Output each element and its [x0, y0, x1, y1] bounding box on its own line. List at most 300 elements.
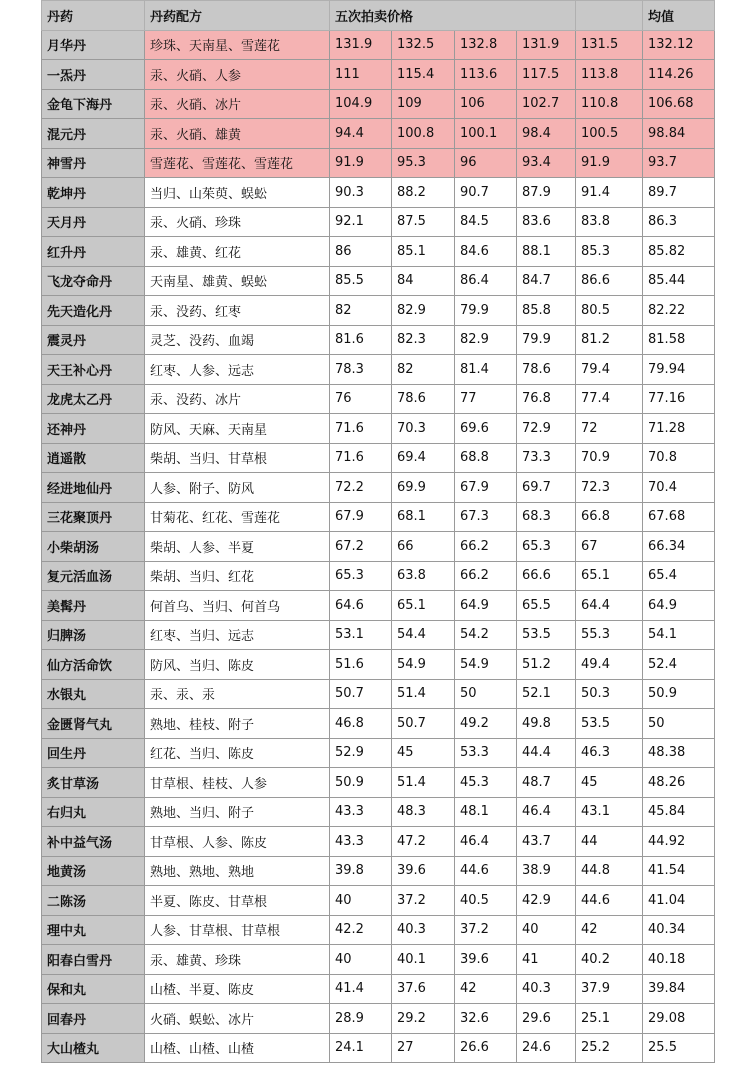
price-cell: 131.9	[330, 30, 392, 60]
table-row	[42, 30, 715, 60]
table-row	[42, 178, 715, 208]
price-cell: 44.8	[576, 856, 643, 886]
average-cell: 85.44	[643, 266, 715, 296]
recipe-cell: 山楂、半夏、陈皮	[145, 974, 330, 1004]
recipe-cell: 柴胡、人参、半夏	[145, 532, 330, 562]
table-row	[42, 886, 715, 916]
price-cell: 88.1	[517, 237, 576, 267]
price-cell: 113.8	[576, 60, 643, 90]
price-cell: 76	[330, 384, 392, 414]
pill-name-cell: 逍遥散	[42, 443, 145, 473]
price-cell: 85.1	[392, 237, 455, 267]
table-row	[42, 89, 715, 119]
table-row	[42, 443, 715, 473]
price-cell: 87.5	[392, 207, 455, 237]
price-cell: 84.6	[455, 237, 517, 267]
average-cell: 25.5	[643, 1033, 715, 1063]
pill-name-cell: 美髯丹	[42, 591, 145, 621]
table-row	[42, 384, 715, 414]
price-cell: 44.4	[517, 738, 576, 768]
price-cell: 132.8	[455, 30, 517, 60]
average-cell: 93.7	[643, 148, 715, 178]
price-cell: 50	[455, 679, 517, 709]
price-cell: 85.5	[330, 266, 392, 296]
price-cell: 82.3	[392, 325, 455, 355]
recipe-cell: 当归、山茱萸、蜈蚣	[145, 178, 330, 208]
price-cell: 117.5	[517, 60, 576, 90]
price-cell: 69.9	[392, 473, 455, 503]
price-cell: 100.8	[392, 119, 455, 149]
table-row	[42, 679, 715, 709]
recipe-cell: 珍珠、天南星、雪莲花	[145, 30, 330, 60]
table-row	[42, 502, 715, 532]
price-cell: 49.4	[576, 650, 643, 680]
recipe-cell: 人参、甘草根、甘草根	[145, 915, 330, 945]
pill-name-cell: 炙甘草汤	[42, 768, 145, 798]
average-cell: 44.92	[643, 827, 715, 857]
recipe-cell: 天南星、雄黄、蜈蚣	[145, 266, 330, 296]
recipe-cell: 柴胡、当归、红花	[145, 561, 330, 591]
price-cell: 86	[330, 237, 392, 267]
price-cell: 81.2	[576, 325, 643, 355]
price-cell: 100.5	[576, 119, 643, 149]
pill-name-cell: 龙虎太乙丹	[42, 384, 145, 414]
table-row	[42, 915, 715, 945]
price-cell: 109	[392, 89, 455, 119]
price-cell: 81.6	[330, 325, 392, 355]
recipe-cell: 柴胡、当归、甘草根	[145, 443, 330, 473]
pill-name-cell: 天王补心丹	[42, 355, 145, 385]
recipe-cell: 汞、没药、冰片	[145, 384, 330, 414]
price-cell: 44.6	[576, 886, 643, 916]
pill-name-cell: 阳春白雪丹	[42, 945, 145, 975]
table-row	[42, 797, 715, 827]
price-cell: 51.2	[517, 650, 576, 680]
recipe-cell: 汞、火硝、人参	[145, 60, 330, 90]
price-cell: 86.6	[576, 266, 643, 296]
price-cell: 64.6	[330, 591, 392, 621]
price-cell: 64.4	[576, 591, 643, 621]
price-cell: 76.8	[517, 384, 576, 414]
price-cell: 45	[392, 738, 455, 768]
price-cell: 84.7	[517, 266, 576, 296]
recipe-cell: 熟地、桂枝、附子	[145, 709, 330, 739]
recipe-cell: 雪莲花、雪莲花、雪莲花	[145, 148, 330, 178]
table-row	[42, 1033, 715, 1063]
price-cell: 25.2	[576, 1033, 643, 1063]
table-row	[42, 1004, 715, 1034]
pill-name-cell: 补中益气汤	[42, 827, 145, 857]
average-cell: 52.4	[643, 650, 715, 680]
price-cell: 44.6	[455, 856, 517, 886]
price-cell: 40	[330, 886, 392, 916]
table-row	[42, 119, 715, 149]
price-cell: 72.9	[517, 414, 576, 444]
price-cell: 67.3	[455, 502, 517, 532]
table-row	[42, 591, 715, 621]
pill-name-cell: 回春丹	[42, 1004, 145, 1034]
price-cell: 40.3	[517, 974, 576, 1004]
average-cell: 39.84	[643, 974, 715, 1004]
price-cell: 43.1	[576, 797, 643, 827]
price-cell: 50.3	[576, 679, 643, 709]
pill-name-cell: 还神丹	[42, 414, 145, 444]
table-row	[42, 207, 715, 237]
price-cell: 88.2	[392, 178, 455, 208]
price-cell: 65.1	[392, 591, 455, 621]
price-cell: 85.3	[576, 237, 643, 267]
price-cell: 53.5	[517, 620, 576, 650]
pill-name-cell: 大山楂丸	[42, 1033, 145, 1063]
price-cell: 44	[576, 827, 643, 857]
table-row	[42, 620, 715, 650]
table-row	[42, 296, 715, 326]
price-cell: 41	[517, 945, 576, 975]
price-cell: 104.9	[330, 89, 392, 119]
table-row	[42, 974, 715, 1004]
header-average: 均值	[643, 1, 715, 31]
recipe-cell: 防风、天麻、天南星	[145, 414, 330, 444]
price-cell: 82.9	[455, 325, 517, 355]
price-cell: 132.5	[392, 30, 455, 60]
pill-name-cell: 保和丸	[42, 974, 145, 1004]
header-row	[42, 1, 715, 31]
pill-name-cell: 月华丹	[42, 30, 145, 60]
average-cell: 98.84	[643, 119, 715, 149]
price-cell: 100.1	[455, 119, 517, 149]
average-cell: 70.8	[643, 443, 715, 473]
table-row	[42, 856, 715, 886]
average-cell: 64.9	[643, 591, 715, 621]
price-cell: 53.5	[576, 709, 643, 739]
price-cell: 71.6	[330, 443, 392, 473]
price-cell: 52.9	[330, 738, 392, 768]
price-cell: 90.3	[330, 178, 392, 208]
pill-name-cell: 红升丹	[42, 237, 145, 267]
price-cell: 111	[330, 60, 392, 90]
recipe-cell: 防风、当归、陈皮	[145, 650, 330, 680]
pill-name-cell: 地黄汤	[42, 856, 145, 886]
header-recipe: 丹药配方	[145, 1, 330, 31]
price-cell: 91.9	[330, 148, 392, 178]
price-cell: 40	[330, 945, 392, 975]
recipe-cell: 甘菊花、红花、雪莲花	[145, 502, 330, 532]
price-cell: 66.8	[576, 502, 643, 532]
pill-name-cell: 右归丸	[42, 797, 145, 827]
price-cell: 46.4	[455, 827, 517, 857]
average-cell: 82.22	[643, 296, 715, 326]
price-cell: 26.6	[455, 1033, 517, 1063]
table-row	[42, 768, 715, 798]
table-row	[42, 827, 715, 857]
price-cell: 38.9	[517, 856, 576, 886]
price-cell: 106	[455, 89, 517, 119]
average-cell: 45.84	[643, 797, 715, 827]
header-pill-name: 丹药	[42, 1, 145, 31]
price-cell: 67	[576, 532, 643, 562]
recipe-cell: 灵芝、没药、血竭	[145, 325, 330, 355]
price-cell: 51.4	[392, 768, 455, 798]
pill-name-cell: 一炁丹	[42, 60, 145, 90]
price-cell: 42.9	[517, 886, 576, 916]
recipe-cell: 汞、火硝、冰片	[145, 89, 330, 119]
price-cell: 42.2	[330, 915, 392, 945]
table-row	[42, 148, 715, 178]
price-cell: 40.2	[576, 945, 643, 975]
price-cell: 66	[392, 532, 455, 562]
price-cell: 50.7	[392, 709, 455, 739]
price-cell: 78.3	[330, 355, 392, 385]
table-row	[42, 237, 715, 267]
recipe-cell: 熟地、熟地、熟地	[145, 856, 330, 886]
average-cell: 65.4	[643, 561, 715, 591]
price-cell: 49.8	[517, 709, 576, 739]
price-cell: 77.4	[576, 384, 643, 414]
average-cell: 79.94	[643, 355, 715, 385]
pill-name-cell: 乾坤丹	[42, 178, 145, 208]
price-cell: 50.9	[330, 768, 392, 798]
price-cell: 86.4	[455, 266, 517, 296]
price-cell: 85.8	[517, 296, 576, 326]
table-row	[42, 355, 715, 385]
price-cell: 29.2	[392, 1004, 455, 1034]
table-row	[42, 945, 715, 975]
pill-name-cell: 复元活血汤	[42, 561, 145, 591]
pill-name-cell: 震灵丹	[42, 325, 145, 355]
pill-name-cell: 神雪丹	[42, 148, 145, 178]
price-cell: 115.4	[392, 60, 455, 90]
pill-name-cell: 经进地仙丹	[42, 473, 145, 503]
price-cell: 54.9	[455, 650, 517, 680]
price-cell: 55.3	[576, 620, 643, 650]
average-cell: 50.9	[643, 679, 715, 709]
price-cell: 79.4	[576, 355, 643, 385]
price-cell: 69.4	[392, 443, 455, 473]
pill-name-cell: 回生丹	[42, 738, 145, 768]
price-cell: 131.5	[576, 30, 643, 60]
average-cell: 48.26	[643, 768, 715, 798]
price-cell: 69.6	[455, 414, 517, 444]
price-cell: 32.6	[455, 1004, 517, 1034]
average-cell: 81.58	[643, 325, 715, 355]
price-cell: 37.9	[576, 974, 643, 1004]
price-cell: 84	[392, 266, 455, 296]
price-cell: 67.9	[330, 502, 392, 532]
price-cell: 54.2	[455, 620, 517, 650]
price-cell: 68.8	[455, 443, 517, 473]
table-row	[42, 60, 715, 90]
recipe-cell: 山楂、山楂、山楂	[145, 1033, 330, 1063]
price-cell: 43.7	[517, 827, 576, 857]
table-row	[42, 561, 715, 591]
price-cell: 41.4	[330, 974, 392, 1004]
price-cell: 39.8	[330, 856, 392, 886]
price-cell: 102.7	[517, 89, 576, 119]
price-cell: 37.2	[455, 915, 517, 945]
recipe-cell: 人参、附子、防风	[145, 473, 330, 503]
price-cell: 45	[576, 768, 643, 798]
recipe-cell: 红枣、当归、远志	[145, 620, 330, 650]
table-row	[42, 650, 715, 680]
table-body	[42, 30, 715, 1063]
average-cell: 40.18	[643, 945, 715, 975]
price-cell: 67.2	[330, 532, 392, 562]
price-cell: 66.2	[455, 561, 517, 591]
price-cell: 28.9	[330, 1004, 392, 1034]
price-cell: 45.3	[455, 768, 517, 798]
average-cell: 86.3	[643, 207, 715, 237]
price-cell: 113.6	[455, 60, 517, 90]
recipe-cell: 熟地、当归、附子	[145, 797, 330, 827]
price-cell: 40.5	[455, 886, 517, 916]
price-cell: 80.5	[576, 296, 643, 326]
price-cell: 48.7	[517, 768, 576, 798]
price-cell: 77	[455, 384, 517, 414]
price-cell: 65.5	[517, 591, 576, 621]
price-cell: 46.4	[517, 797, 576, 827]
price-cell: 65.1	[576, 561, 643, 591]
price-cell: 40	[517, 915, 576, 945]
average-cell: 85.82	[643, 237, 715, 267]
recipe-cell: 汞、火硝、雄黄	[145, 119, 330, 149]
average-cell: 132.12	[643, 30, 715, 60]
average-cell: 41.54	[643, 856, 715, 886]
price-cell: 82	[330, 296, 392, 326]
average-cell: 54.1	[643, 620, 715, 650]
price-cell: 29.6	[517, 1004, 576, 1034]
pill-name-cell: 混元丹	[42, 119, 145, 149]
recipe-cell: 火硝、蜈蚣、冰片	[145, 1004, 330, 1034]
recipe-cell: 红花、当归、陈皮	[145, 738, 330, 768]
price-cell: 98.4	[517, 119, 576, 149]
price-cell: 39.6	[392, 856, 455, 886]
price-cell: 54.9	[392, 650, 455, 680]
price-cell: 24.1	[330, 1033, 392, 1063]
price-cell: 78.6	[392, 384, 455, 414]
recipe-cell: 汞、火硝、珍珠	[145, 207, 330, 237]
price-cell: 91.9	[576, 148, 643, 178]
price-cell: 70.3	[392, 414, 455, 444]
price-cell: 42	[455, 974, 517, 1004]
average-cell: 41.04	[643, 886, 715, 916]
average-cell: 48.38	[643, 738, 715, 768]
average-cell: 71.28	[643, 414, 715, 444]
pill-name-cell: 归脾汤	[42, 620, 145, 650]
price-cell: 46.3	[576, 738, 643, 768]
price-cell: 63.8	[392, 561, 455, 591]
table-row	[42, 473, 715, 503]
price-cell: 51.4	[392, 679, 455, 709]
price-cell: 95.3	[392, 148, 455, 178]
table-row	[42, 414, 715, 444]
price-cell: 72	[576, 414, 643, 444]
average-cell: 67.68	[643, 502, 715, 532]
recipe-cell: 半夏、陈皮、甘草根	[145, 886, 330, 916]
price-cell: 65.3	[517, 532, 576, 562]
price-cell: 65.3	[330, 561, 392, 591]
pill-name-cell: 先天造化丹	[42, 296, 145, 326]
average-cell: 29.08	[643, 1004, 715, 1034]
price-cell: 71.6	[330, 414, 392, 444]
price-cell: 48.3	[392, 797, 455, 827]
recipe-cell: 汞、没药、红枣	[145, 296, 330, 326]
pill-name-cell: 金龟下海丹	[42, 89, 145, 119]
price-cell: 68.3	[517, 502, 576, 532]
price-cell: 69.7	[517, 473, 576, 503]
price-cell: 78.6	[517, 355, 576, 385]
pill-name-cell: 飞龙夺命丹	[42, 266, 145, 296]
recipe-cell: 红枣、人参、远志	[145, 355, 330, 385]
price-cell: 82.9	[392, 296, 455, 326]
price-cell: 110.8	[576, 89, 643, 119]
header-auction-prices: 五次拍卖价格	[330, 1, 576, 31]
price-cell: 96	[455, 148, 517, 178]
pill-name-cell: 理中丸	[42, 915, 145, 945]
price-cell: 94.4	[330, 119, 392, 149]
average-cell: 70.4	[643, 473, 715, 503]
price-cell: 51.6	[330, 650, 392, 680]
average-cell: 106.68	[643, 89, 715, 119]
price-cell: 27	[392, 1033, 455, 1063]
price-cell: 87.9	[517, 178, 576, 208]
average-cell: 50	[643, 709, 715, 739]
price-cell: 131.9	[517, 30, 576, 60]
price-cell: 54.4	[392, 620, 455, 650]
price-cell: 72.2	[330, 473, 392, 503]
price-cell: 48.1	[455, 797, 517, 827]
recipe-cell: 何首乌、当归、何首乌	[145, 591, 330, 621]
price-cell: 39.6	[455, 945, 517, 975]
average-cell: 66.34	[643, 532, 715, 562]
recipe-cell: 汞、雄黄、珍珠	[145, 945, 330, 975]
price-cell: 67.9	[455, 473, 517, 503]
pill-name-cell: 金匮肾气丸	[42, 709, 145, 739]
price-cell: 90.7	[455, 178, 517, 208]
price-cell: 43.3	[330, 827, 392, 857]
price-cell: 53.1	[330, 620, 392, 650]
price-cell: 79.9	[517, 325, 576, 355]
price-cell: 40.3	[392, 915, 455, 945]
price-cell: 83.6	[517, 207, 576, 237]
price-cell: 79.9	[455, 296, 517, 326]
price-cell: 70.9	[576, 443, 643, 473]
price-cell: 82	[392, 355, 455, 385]
price-cell: 50.7	[330, 679, 392, 709]
pill-name-cell: 仙方活命饮	[42, 650, 145, 680]
price-cell: 52.1	[517, 679, 576, 709]
price-cell: 93.4	[517, 148, 576, 178]
price-cell: 66.6	[517, 561, 576, 591]
price-cell: 47.2	[392, 827, 455, 857]
price-cell: 81.4	[455, 355, 517, 385]
price-cell: 68.1	[392, 502, 455, 532]
average-cell: 114.26	[643, 60, 715, 90]
average-cell: 77.16	[643, 384, 715, 414]
price-cell: 53.3	[455, 738, 517, 768]
price-cell: 37.6	[392, 974, 455, 1004]
table-row	[42, 325, 715, 355]
average-cell: 40.34	[643, 915, 715, 945]
recipe-cell: 甘草根、桂枝、人参	[145, 768, 330, 798]
average-cell: 89.7	[643, 178, 715, 208]
price-cell: 91.4	[576, 178, 643, 208]
price-cell: 83.8	[576, 207, 643, 237]
price-cell: 72.3	[576, 473, 643, 503]
table-row	[42, 266, 715, 296]
recipe-cell: 汞、雄黄、红花	[145, 237, 330, 267]
price-cell: 84.5	[455, 207, 517, 237]
price-cell: 73.3	[517, 443, 576, 473]
